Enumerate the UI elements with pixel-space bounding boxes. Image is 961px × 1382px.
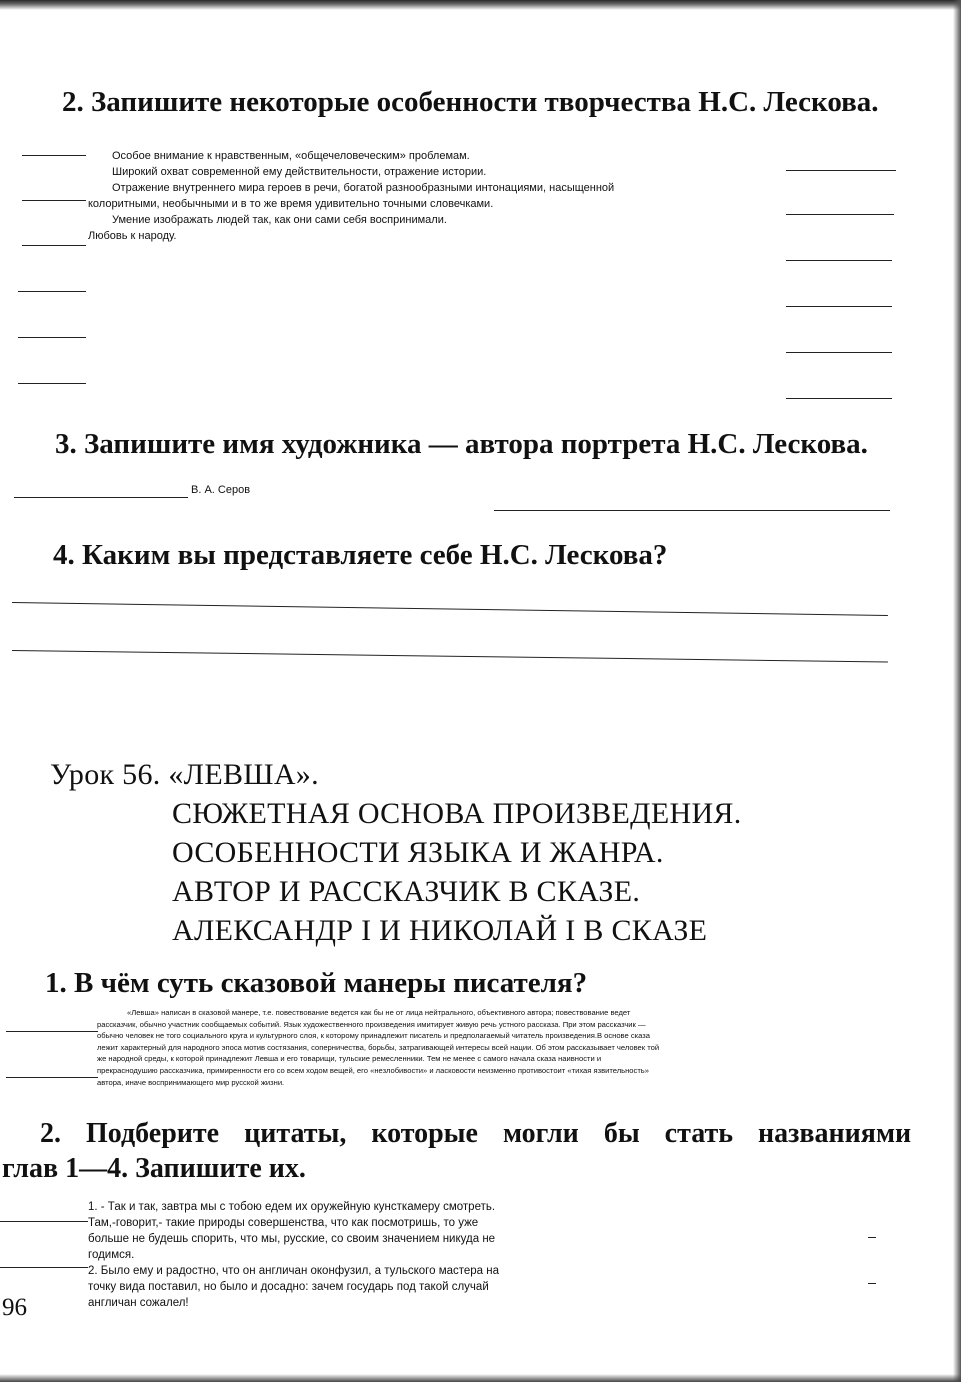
writing-line[interactable] bbox=[14, 497, 188, 498]
writing-line-stub bbox=[868, 1283, 876, 1284]
lesson-question-2-title-line-1: 2. Подберите цитаты, которые могли бы стать названиями bbox=[40, 1118, 912, 1149]
writing-line[interactable] bbox=[786, 398, 892, 399]
answer-line: же народной среды, к которой принадлежит Левша и его товарищи, тульские ремесленники. Тем не менее с самого начала сказа наивности и bbox=[97, 1054, 602, 1064]
answer-line: годимся. bbox=[88, 1249, 135, 1261]
writing-line[interactable] bbox=[0, 1267, 88, 1268]
answer-line: «Левша» написан в сказовой манере, т.е. повествование ведется как бы не от лица нейтрального, объективного автора; повествование ведет bbox=[127, 1008, 631, 1017]
answer-line: лежит характерный для народного эпоса мотив состязания, соперничества, борьбы, затрагивающей интересы всей нации. Об этом рассказывает человек той bbox=[97, 1042, 660, 1052]
page-number: 96 bbox=[2, 1294, 27, 1321]
lesson-subtitle-line: АЛЕКСАНДР I И НИКОЛАЙ I В СКАЗЕ bbox=[172, 914, 708, 947]
writing-line[interactable] bbox=[22, 155, 86, 156]
answer-line: англичан сожалел! bbox=[88, 1297, 189, 1309]
answer-line: 1. - Так и так, завтра мы с тобою едем их оружейную кунсткамеру смотреть. bbox=[88, 1201, 496, 1213]
lesson-question-2-answer bbox=[88, 1199, 499, 1311]
answer-line: 2. Было ему и радостно, что он англичан оконфузил, а тульского мастера на bbox=[88, 1265, 500, 1277]
writing-line[interactable] bbox=[12, 650, 888, 662]
writing-line[interactable] bbox=[786, 352, 892, 353]
writing-line[interactable] bbox=[786, 306, 892, 307]
scan-bottom-edge bbox=[0, 1374, 961, 1382]
writing-line[interactable] bbox=[12, 602, 888, 616]
lesson-number-title: Урок 56. «ЛЕВША». bbox=[50, 758, 319, 791]
answer-line: автора, иначе воспринимающего мир русской жизни. bbox=[97, 1077, 285, 1087]
answer-line: больше не будешь спорить, что мы, русские, со своим значением никуда не bbox=[88, 1233, 496, 1245]
lesson-subtitle-line: АВТОР И РАССКАЗЧИК В СКАЗЕ. bbox=[172, 875, 641, 908]
answer-line: точку вида поставил, но было и досадно: зачем государь под такой случай bbox=[88, 1281, 489, 1293]
lesson-heading bbox=[50, 755, 742, 950]
answer-line: Умение изображать людей так, как они сами себя воспринимали. bbox=[112, 214, 447, 226]
lesson-question-1-answer bbox=[97, 1007, 659, 1088]
writing-line[interactable] bbox=[494, 510, 890, 511]
answer-line: прекраснодушию рассказчика, примиренности его со всем ходом вещей, его «незлобивости» и ласковости неизменно противостоит «тихая язвительность» bbox=[97, 1065, 649, 1075]
answer-line: рассказчик, обычно участник сообщаемых событий. Язык художественного произведения имитирует живую речь устного рассказа. При этом рассказчик — bbox=[97, 1019, 646, 1029]
writing-line[interactable] bbox=[786, 170, 896, 171]
lesson-question-1-title: 1. В чём суть сказовой манеры писателя? bbox=[45, 967, 588, 999]
lesson-subtitle-line: СЮЖЕТНАЯ ОСНОВА ПРОИЗВЕДЕНИЯ. bbox=[172, 797, 742, 830]
question-3-answer: В. А. Серов bbox=[191, 484, 251, 496]
writing-line[interactable] bbox=[22, 200, 86, 201]
answer-line: Отражение внутреннего мира героев в речи, богатой разнообразными интонациями, насыщенной bbox=[112, 182, 615, 194]
answer-line: Особое внимание к нравственным, «общечеловеческим» проблемам. bbox=[112, 150, 470, 162]
answer-line: обычно человек не того социального круга и культурного слоя, к которому принадлежит писатель и предполагаемый читатель произведения.В основе сказа bbox=[97, 1031, 650, 1041]
question-4-title: 4. Каким вы представляете себе Н.С. Лескова? bbox=[53, 539, 668, 571]
writing-line[interactable] bbox=[6, 1031, 98, 1032]
writing-line[interactable] bbox=[18, 383, 86, 384]
question-2-answer bbox=[88, 148, 614, 244]
answer-line: Широкий охват современной ему действительности, отражение истории. bbox=[112, 166, 487, 178]
scan-right-edge bbox=[953, 0, 961, 1382]
lesson-question-2-title-line-2: глав 1—4. Запишите их. bbox=[2, 1153, 306, 1184]
scan-top-edge bbox=[0, 0, 961, 10]
writing-line[interactable] bbox=[0, 1221, 88, 1222]
writing-line[interactable] bbox=[22, 245, 86, 246]
writing-line-stub bbox=[868, 1237, 876, 1238]
question-3-title: 3. Запишите имя художника — автора портрета Н.С. Лескова. bbox=[55, 428, 868, 460]
answer-line: колоритными, необычными и в то же время удивительно точными словечками. bbox=[88, 198, 494, 210]
question-2-title: 2. Запишите некоторые особенности творчества Н.С. Лескова. bbox=[62, 86, 879, 118]
answer-line: Там,-говорит,- такие природы совершенства, что как посмотришь, то уже bbox=[88, 1217, 479, 1229]
writing-line[interactable] bbox=[786, 214, 894, 215]
writing-line[interactable] bbox=[6, 1077, 98, 1078]
writing-line[interactable] bbox=[18, 291, 86, 292]
lesson-subtitle-line: ОСОБЕННОСТИ ЯЗЫКА И ЖАНРА. bbox=[172, 836, 664, 869]
answer-line: Любовь к народу. bbox=[88, 230, 177, 242]
writing-line[interactable] bbox=[786, 260, 892, 261]
writing-line[interactable] bbox=[18, 337, 86, 338]
